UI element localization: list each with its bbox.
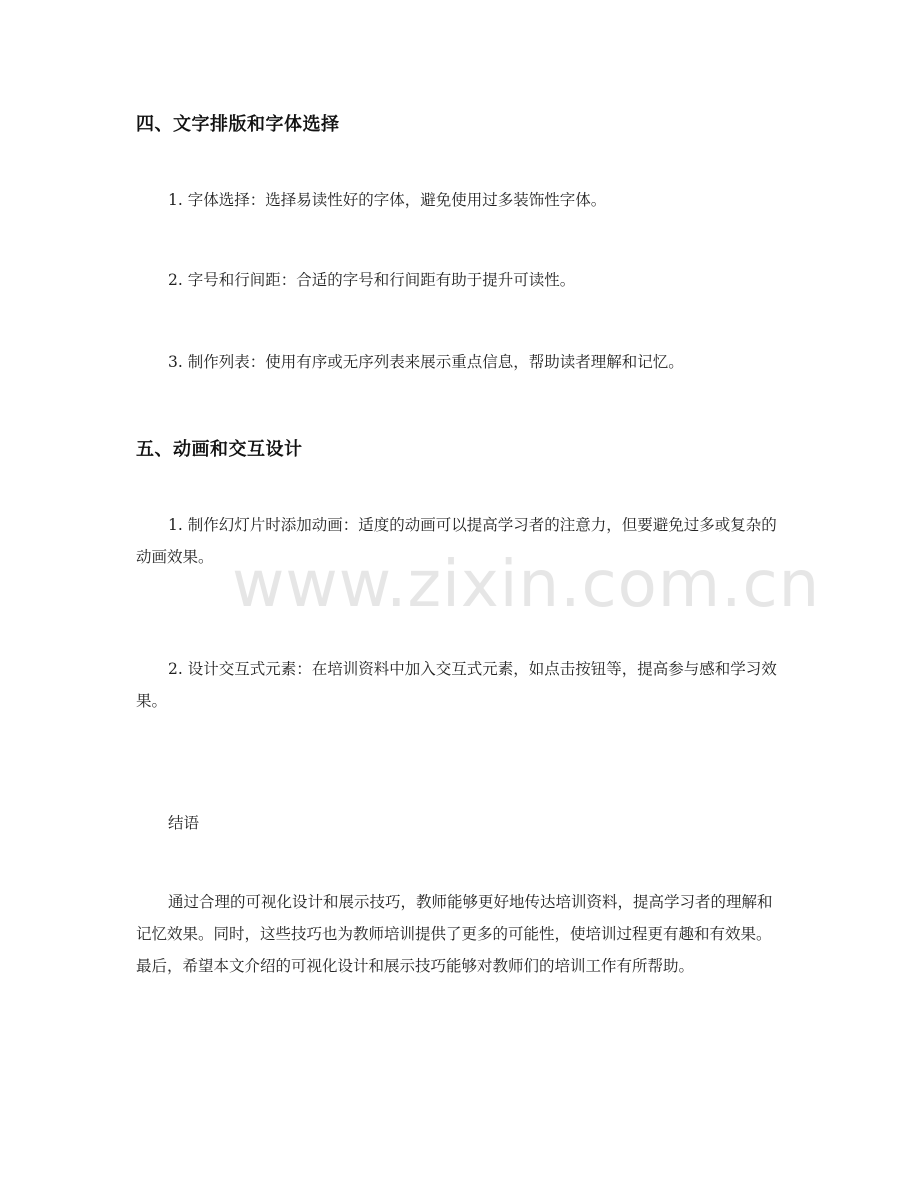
watermark: www.zixin.com.cn: [232, 548, 821, 622]
section-4-item-3: 3. 制作列表：使用有序或无序列表来展示重点信息，帮助读者理解和记忆。: [168, 353, 684, 371]
section-5-heading: 五、动画和交互设计: [136, 439, 303, 460]
section-5-item-1: 1. 制作幻灯片时添加动画：适度的动画可以提高学习者的注意力，但要避免过多或复杂的动画效果。: [136, 516, 777, 566]
section-5-item-2: 2. 设计交互式元素：在培训资料中加入交互式元素，如点击按钮等，提高参与感和学习效果。: [136, 660, 777, 710]
section-4-heading: 四、文字排版和字体选择: [136, 114, 340, 135]
section-4-item-1: 1. 字体选择：选择易读性好的字体，避免使用过多装饰性字体。: [168, 191, 607, 209]
conclusion-heading: 结语: [168, 814, 200, 832]
conclusion-body: 通过合理的可视化设计和展示技巧，教师能够更好地传达培训资料，提高学习者的理解和记忆效果。同时，这些技巧也为教师培训提供了更多的可能性，使培训过程更有趣和有效果。最后，希望本文介绍的可视化设计和展示技巧能够对教师们的培训工作有所帮助。: [136, 893, 773, 975]
section-4-item-2: 2. 字号和行间距：合适的字号和行间距有助于提升可读性。: [168, 271, 576, 289]
